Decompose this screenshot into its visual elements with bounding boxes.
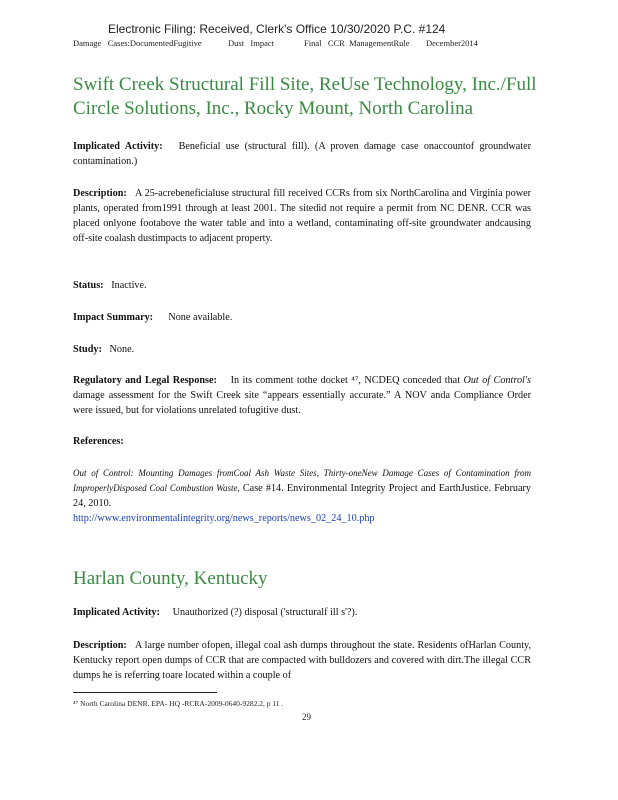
status — [73, 278, 531, 293]
regulatory-label: Regulatory and Legal Response: — [73, 375, 217, 386]
running-header-part: December2014 — [426, 38, 478, 48]
description — [73, 186, 531, 246]
implicated-activity-text: Beneficial use (structural fill). (A proven damage case onaccountof groundwater contamination.) — [73, 141, 531, 167]
implicated-activity-2 — [73, 605, 531, 620]
running-header-part: Damage Cases:DocumentedFugitive — [73, 38, 202, 48]
footnote: ⁴⁷ North Carolina DENR. EPA- HQ -RCRA-2009-0640-9282.2, p 11 . — [73, 699, 284, 708]
references-label: References: — [73, 436, 124, 447]
status-label: Status: — [73, 280, 104, 291]
study — [73, 342, 531, 357]
impact-summary-text: None available. — [168, 312, 233, 323]
regulatory-italic-title: Out of Control's — [463, 375, 532, 386]
reference-title: Out of Control: Mounting Damages fromCoal Ash Waste Sites, Thirty-oneNew Damage Cases of Contamination from ImproperlyDisposed Coal Combustion Waste, — [73, 468, 531, 493]
footnote-divider — [73, 692, 217, 693]
reference-link[interactable]: http://www.environmentalintegrity.org/news_reports/news_02_24_10.php — [73, 513, 375, 524]
references-heading — [73, 434, 531, 449]
regulatory-response — [73, 373, 531, 418]
description-2 — [73, 638, 531, 683]
impact-summary — [73, 310, 531, 325]
regulatory-text: In its comment tothe docket ⁴⁷, NCDEQ conceded that — [230, 375, 461, 386]
description-text-2: A large number ofopen, illegal coal ash dumps throughout the state. Residents ofHarlan County, Kentucky report open dumps of CCR that are compacted with bulldozers and covered with dirt.The illegal CCR dumps he is referring toare located within a couple of — [73, 640, 532, 681]
description-text: A 25-acrebeneficialuse structural fill received CCRs from six NorthCarolina and Virginia power plants, operated from1991 through at least 2001. The sitedid not require a permit from NC DENR. CCR was placed onlyone footabove the water table and into a wetland, contaminating off-site groundwater andcausing off-site coalash dustimpacts to adjacent property. — [73, 188, 532, 244]
description-label: Description: — [73, 188, 127, 199]
status-text: Inactive. — [111, 280, 147, 291]
running-header-part: Dust Impact — [228, 38, 275, 48]
running-header-part: Final CCR ManagementRule — [304, 38, 410, 48]
reference-details: Case #14. Environmental Integrity Project and EarthJustice. February 24, 2010. — [73, 483, 531, 509]
implicated-activity-label: Implicated Activity: — [73, 141, 163, 152]
impact-summary-label: Impact Summary: — [73, 312, 154, 323]
implicated-activity — [73, 139, 531, 169]
page-number: 29 — [302, 712, 311, 722]
description-label-2: Description: — [73, 640, 127, 651]
implicated-activity-text-2: Unauthorized (?) disposal ('structuralf ill s'?). — [172, 607, 358, 618]
section-title-harlan-county: Harlan County, Kentucky — [73, 568, 268, 589]
regulatory-text-continued: damage assessment for the Swift Creek site “appears essentially accurate.” A NOV anda Compliance Order were issued, but for violations unrelated tofugitive dust. — [73, 390, 531, 416]
reference-entry — [73, 466, 531, 526]
running-header — [73, 38, 478, 48]
study-label: Study: — [73, 344, 102, 355]
section-title-swift-creek: Swift Creek Structural Fill Site, ReUse Technology, Inc./Full Circle Solutions, Inc., Rocky Mount, North Carolina — [73, 74, 537, 119]
study-text: None. — [109, 344, 135, 355]
electronic-filing-header: Electronic Filing: Received, Clerk's Office 10/30/2020 P.C. #124 — [108, 22, 446, 36]
implicated-activity-label-2: Implicated Activity: — [73, 607, 160, 618]
